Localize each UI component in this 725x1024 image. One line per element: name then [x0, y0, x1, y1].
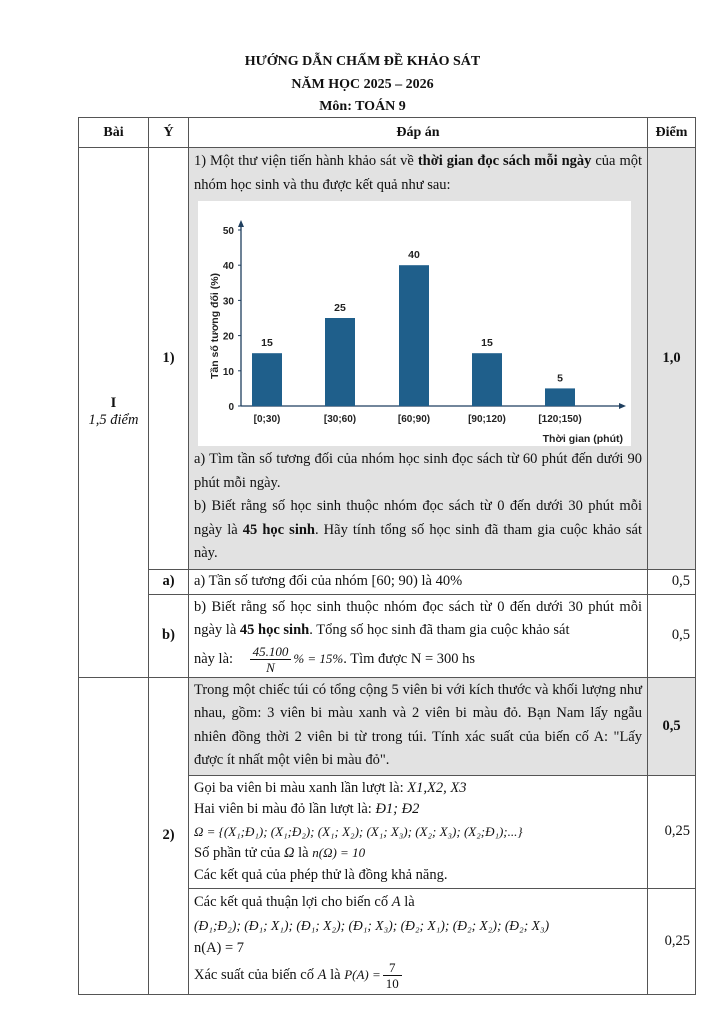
y-axis-arrow: [238, 220, 244, 227]
answer-table: [78, 117, 696, 995]
bar-value-label: 15: [481, 337, 493, 350]
bar: [545, 388, 575, 406]
q2-problem-score: 0,5: [648, 677, 696, 775]
ans-b-label: b): [149, 594, 189, 677]
col-header-y: Ý: [149, 118, 189, 148]
answer-a-row: [79, 569, 696, 594]
bai-label: I: [110, 395, 117, 412]
bar-chart-svg: [198, 201, 631, 446]
bar: [472, 353, 502, 406]
x-tick-label: [120;150): [538, 414, 582, 425]
col-header-diem: Điểm: [648, 118, 696, 148]
ans-a-score: 0,5: [648, 569, 696, 594]
question-1-row: [79, 148, 696, 570]
x-axis-title: Thời gian (phút): [542, 433, 623, 445]
q1-label: 1): [149, 148, 189, 570]
x-axis-arrow: [619, 403, 626, 409]
q2-probability-fraction: $\frac{7}{10}$: [383, 960, 402, 991]
doc-title: HƯỚNG DẪN CHẤM ĐỀ KHẢO SÁT: [244, 54, 481, 69]
q2-step1-score: 0,25: [648, 775, 696, 889]
y-tick-label: 20: [222, 331, 234, 343]
y-tick-label: 0: [228, 402, 234, 413]
school-year: NĂM HỌC 2025 – 2026: [291, 77, 434, 92]
q2-nA: n(A) = 7: [194, 940, 245, 956]
ans-b-score: 0,5: [648, 594, 696, 677]
q2-s1-line1: Gọi ba viên bi màu xanh lần lượt là: X1,X2, X3: [194, 779, 467, 796]
bai-cell: [79, 148, 149, 678]
col-header-dapan: Đáp án: [189, 118, 648, 148]
q2-label: 2): [149, 677, 189, 995]
y-axis-title: Tần số tương đối (%): [209, 272, 221, 380]
y-tick-label: 10: [222, 366, 234, 378]
q1-part-a: a) Tìm tần số tương đối của nhóm học sinh đọc sách từ 60 phút đến dưới 90 phút mỗi ngày.: [194, 451, 642, 491]
bar-value-label: 5: [557, 372, 563, 385]
q2-step2-score: 0,25: [648, 889, 696, 995]
question-2-row: [79, 677, 696, 775]
ans-b-fraction: $\frac{45.100}{N}$: [250, 644, 292, 675]
q1-content: [189, 148, 648, 570]
q1-score: 1,0: [648, 148, 696, 570]
ans-b-text: b) Biết rằng số học sinh thuộc nhóm đọc sách từ 0 đến dưới 30 phút mỗi ngày là 45 học sinh. Tổng số học sinh đã tham gia cuộc khảo sát: [194, 598, 642, 638]
bar: [252, 353, 282, 406]
bar-value-label: 40: [408, 249, 420, 262]
x-tick-label: [90;120): [468, 414, 506, 425]
q2-problem: Trong một chiếc túi có tổng cộng 5 viên bi với kích thước và khối lượng như nhau, gồm: 3 viên bi màu xanh và 2 viên bi màu đỏ. Bạn Nam lấy ngẫu nhiên đồng thời 2 viên bi từ trong túi. Tính xác suất của biến cố A: "Lấy được ít nhất một viên bi màu đỏ".: [189, 677, 648, 775]
y-tick-label: 40: [222, 261, 234, 273]
col-header-bai: Bài: [79, 118, 149, 148]
q2-s1-line2: Hai viên bi màu đỏ lần lượt là: Đ1; Đ2: [194, 801, 420, 817]
q2-sample-space: Ω = {(X₁;Đ₁); (X₁;Đ₂); (X₁; X₂); (X₁; X₃); (X₂; X₃); (X₂;Đ₁);...}: [194, 823, 523, 839]
bar: [399, 265, 429, 406]
x-tick-label: [0;30): [253, 414, 281, 425]
y-tick-label: 50: [222, 226, 234, 237]
q2-step2-content: [189, 889, 648, 995]
q2-s2-line1: Các kết quả thuận lợi cho biến cố A là: [194, 894, 415, 910]
ans-b-formula-line: này là: $\frac{45.100}{N}$ % = 15%. Tìm được N = 300 hs: [194, 643, 476, 675]
q2-s1-line5: Các kết quả của phép thử là đồng khả năng.: [194, 866, 448, 883]
ans-a-label: a): [149, 569, 189, 594]
answer-b-row: [79, 594, 696, 677]
bar-value-label: 25: [334, 302, 346, 314]
bar-chart: [198, 201, 631, 446]
y-tick-label: 30: [222, 296, 234, 308]
q1-intro: 1) Một thư viện tiến hành khảo sát về thời gian đọc sách mỗi ngày của một nhóm học sinh và thu được kết quả như sau:: [194, 153, 642, 193]
q2-step1-content: [189, 775, 648, 889]
q2-s1-line4: Số phần tử của Ω là n(Ω) = 10: [194, 845, 366, 861]
q2-s2-line4: Xác suất của biến cố A là P(A) = $\frac{7}{10}$: [194, 960, 642, 991]
x-tick-label: [60;90): [397, 414, 431, 425]
ans-b-content: [189, 594, 648, 677]
table-header-row: [79, 118, 696, 148]
q2-favorable-outcomes: (Đ₁;Đ₂); (Đ₁; X₁); (Đ₁; X₂); (Đ₁; X₃); (Đ₂; X₁); (Đ₂; X₂); (Đ₂; X₃): [194, 918, 550, 933]
bar: [325, 318, 355, 406]
bai-empty-cell: [79, 677, 149, 995]
bai-points: 1,5 điểm: [88, 412, 139, 429]
bar-value-label: 15: [261, 337, 273, 350]
subject: Môn: TOÁN 9: [319, 99, 406, 114]
x-tick-label: [30;60): [323, 414, 357, 425]
q1-part-b: b) Biết rằng số học sinh thuộc nhóm đọc sách từ 0 đến dưới 30 phút mỗi ngày là 45 học sinh. Hãy tính tổng số học sinh đã tham gia cuộc khảo sát này.: [194, 498, 642, 561]
ans-a-text: a) Tần số tương đối của nhóm [60; 90) là 40%: [189, 569, 648, 594]
